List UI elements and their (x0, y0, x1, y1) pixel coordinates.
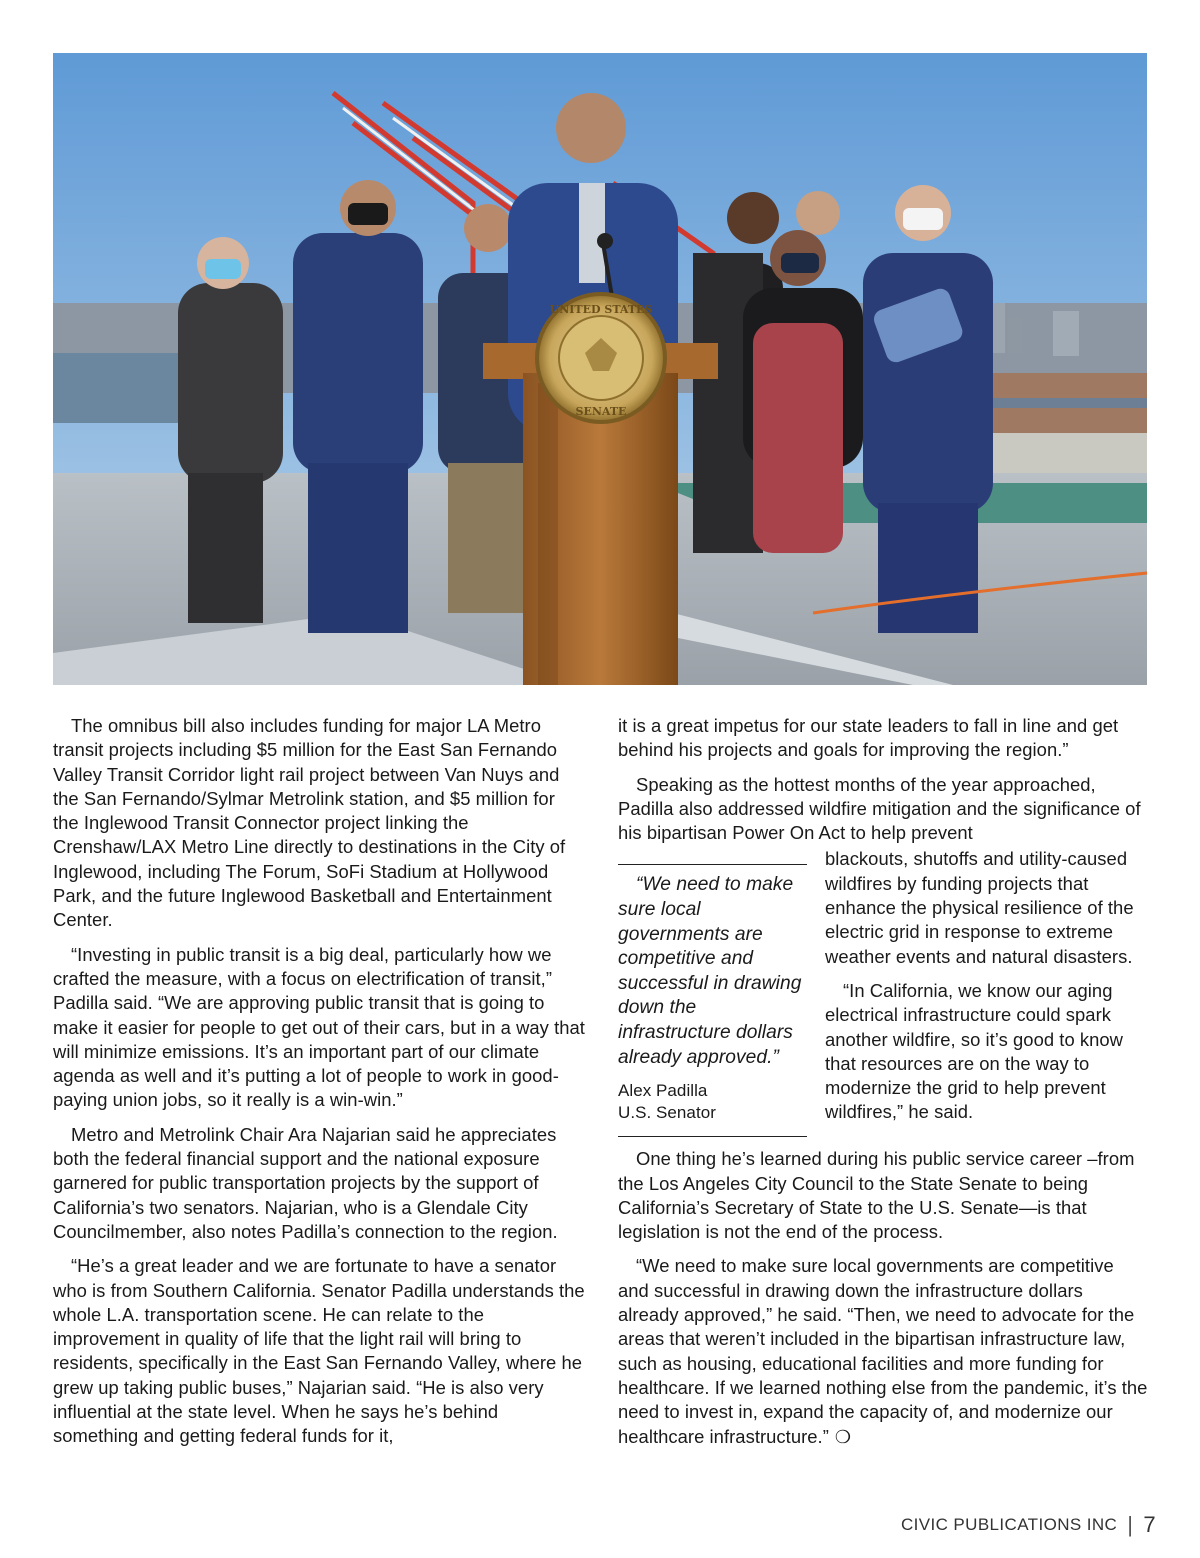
press-conference-photo (53, 53, 1147, 685)
seal-lower-text: SENATE (575, 405, 627, 418)
article-paragraph: “Investing in public transit is a big deal, particularly how we crafted the measure, with a focus on electrification of transit,” Padilla said. “We are approving public transit that is going to make it easier for people to get out of their cars, but in a way that will minimize emissions. It’s an important part of our climate agenda as well and it’s putting a lot of people to work in good-paying union jobs, so it really is a win-win.” (53, 943, 585, 1111)
pull-quote-text: “We need to make sure local governments are competitive and successful in drawing down the infrastructure dollars already approved.” (618, 874, 802, 1068)
page-footer (901, 1512, 1156, 1538)
footer-separator: | (1127, 1512, 1134, 1537)
article-paragraph: it is a great impetus for our state leaders to fall in line and get behind his projects and goals for improving the region.” (618, 715, 1119, 761)
seal-upper-text: UNITED STATES (549, 303, 653, 316)
left-column (53, 714, 585, 1459)
pull-quote-row (618, 847, 1148, 1137)
pull-quote-name: Alex Padilla (618, 1081, 708, 1101)
article-paragraph: Speaking as the hottest months of the year approached, Padilla also addressed wildfire mitigation and the significance of his bipartisan Power On Act to help prevent (618, 773, 1141, 844)
article-paragraph: “In California, we know our aging electrical infrastructure could spark another wildfire, so it’s good to know that resources are on the way to modernize the grid to help prevent wildfires,” he said. (825, 979, 1124, 1123)
article-paragraph: The omnibus bill also includes funding for major LA Metro transit projects including $5 million for the East San Fernando Valley Transit Corridor light rail project between Van Nuys and the San Fernando/Sylmar Metrolink station, and $5 million for the Inglewood Transit Connector project linking the Crenshaw/LAX Metro Line directly to destinations in the City of Inglewood, including The Forum, SoFi Stadium at Hollywood Park, and the future Inglewood Basketball and Entertainment Center. (53, 715, 566, 931)
photo-illustration (53, 53, 1147, 685)
wrapped-text (825, 847, 1148, 1134)
end-mark-icon: ❍ (834, 1426, 852, 1447)
article-paragraph: Metro and Metrolink Chair Ara Najarian said he appreciates both the federal financial support and the national exposure garnered for public transportation projects by the support of California’s two senators. Najarian, who is a Glendale City Councilmember, also notes Padilla’s connection to the region. (53, 1123, 558, 1242)
article-paragraph: “He’s a great leader and we are fortunate to have a senator who is from Southern California. Senator Padilla understands the whole L.A. transportation scene. He can relate to the improvement in quality of life that the light rail will bring to residents, specifically in the East San Fernando Valley, where he grew up taking public buses,” Najarian said. “He is also very influential at the state level. When he says he’s behind something and getting federal funds for it, (53, 1255, 585, 1447)
article-paragraph: blackouts, shutoffs and utility-caused wildfires by funding projects that enhance the physical resilience of the electric grid in response to extreme weather events and natural disasters. (825, 848, 1134, 967)
page-number: 7 (1143, 1512, 1156, 1537)
pull-quote-title: U.S. Senator (618, 1103, 716, 1123)
right-column (618, 714, 1148, 1459)
article-paragraph (618, 1254, 1148, 1448)
final-paragraph-text: “We need to make sure local governments are competitive and successful in drawing down the infrastructure dollars already approved,” he said. “Then, we need to advocate for the areas that weren’t included in the bipartisan infrastructure law, such as housing, educational facilities and more funding for healthcare. If we learned nothing else from the pandemic, it’s the need to invest in, expand the capacity of, and modernize our healthcare infrastructure.” (618, 1255, 1148, 1447)
article-paragraph: One thing he’s learned during his public service career –from the Los Angeles City Council to the State Senate to being California’s Secretary of State to the U.S. Senate—is that legislation is not the end of the process. (618, 1148, 1135, 1243)
pull-quote (618, 864, 807, 1137)
publisher-name: CIVIC PUBLICATIONS INC (900, 1515, 1118, 1534)
